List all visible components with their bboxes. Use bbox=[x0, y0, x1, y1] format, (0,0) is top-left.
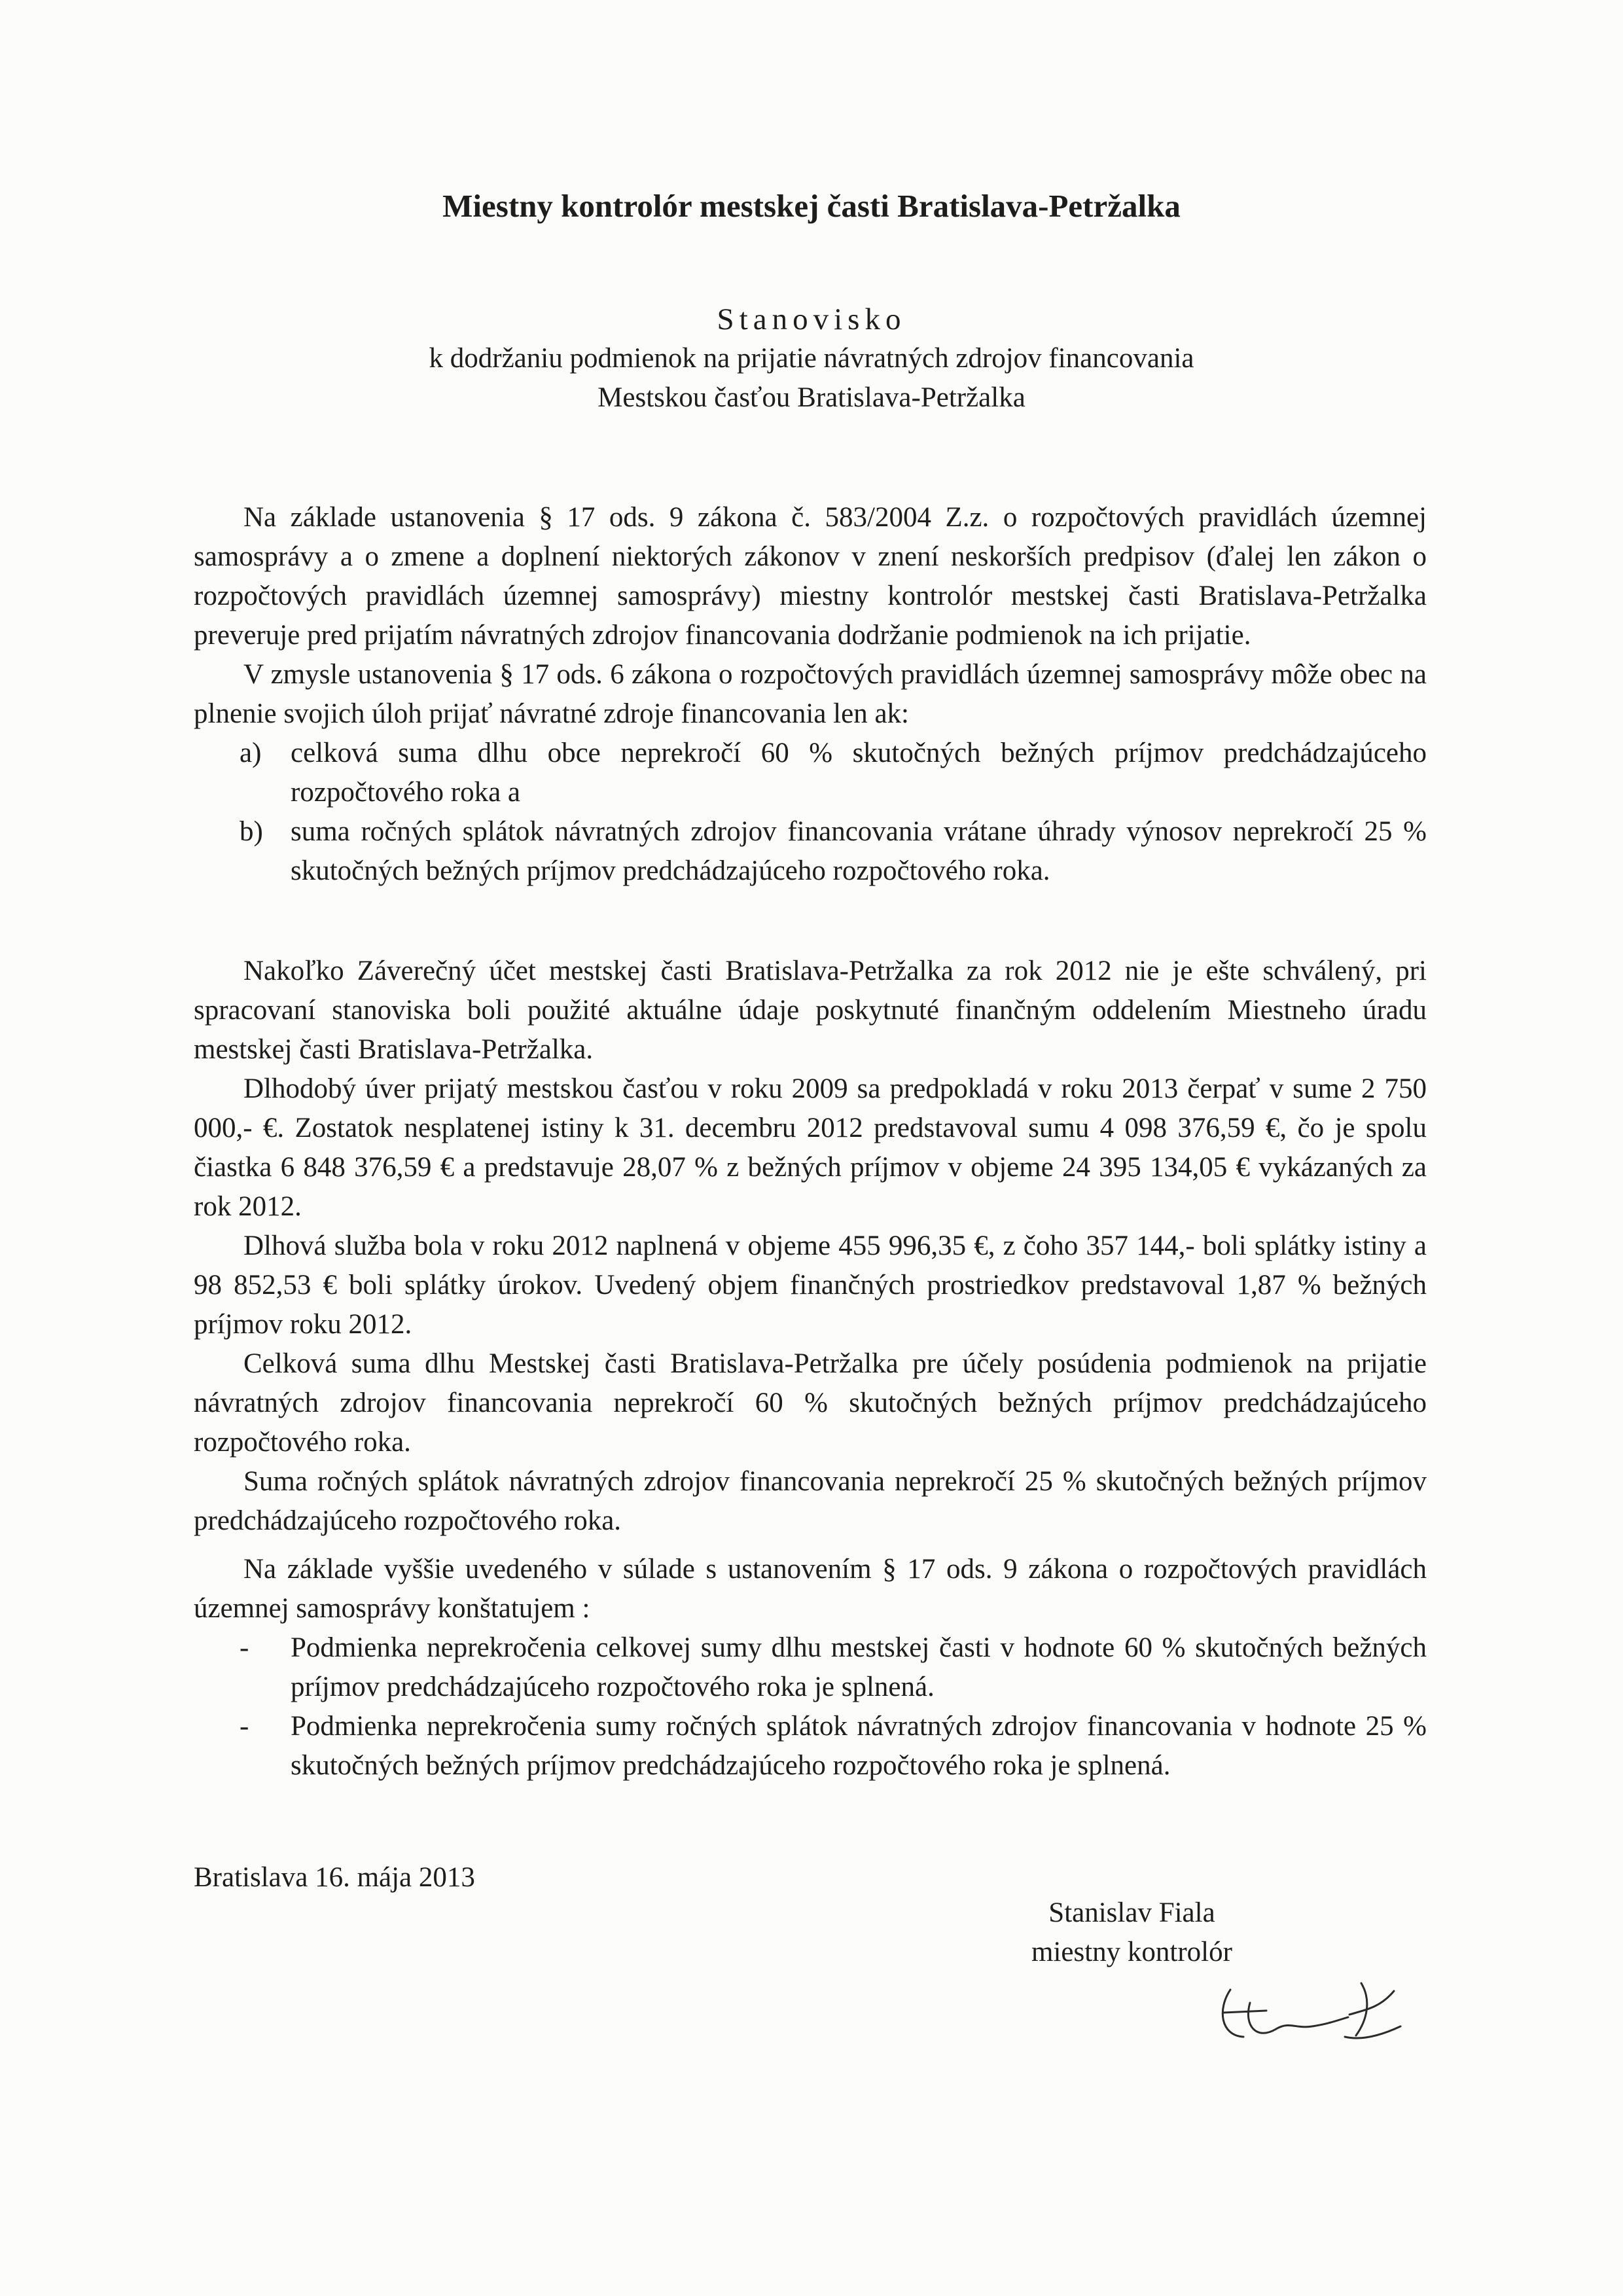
statement-subtitle bbox=[0, 339, 1623, 418]
conditions-list bbox=[194, 734, 1427, 891]
condition-text: suma ročných splátok návratných zdrojov financovania vrátane úhrady výnosov neprekročí 25 % skutočných bežných príjmov predchádzajúceho rozpočtového roka. bbox=[291, 816, 1427, 886]
provision-paragraph: V zmysle ustanovenia § 17 ods. 6 zákona o rozpočtových pravidlách územnej samosprávy môže obec na plnenie svojich úloh prijať návratné zdroje financovania len ak: bbox=[194, 659, 1427, 729]
finding-marker: - bbox=[240, 1632, 249, 1663]
statement-title: Stanovisko bbox=[717, 302, 906, 336]
finding-marker: - bbox=[240, 1711, 249, 1742]
financial-paragraph: Celková suma dlhu Mestskej časti Bratislava-Petržalka pre účely posúdenia podmienok na prijatie návratných zdrojov financovania neprekročí 60 % skutočných bežných príjmov predchádzajúceho rozpočtového roka. bbox=[194, 1348, 1427, 1458]
signer-name: Stanislav Fiala bbox=[1048, 1897, 1215, 1928]
condition-item bbox=[194, 734, 1427, 812]
statement-subtitle-line: k dodržaniu podmienok na prijatie návratných zdrojov financovania bbox=[429, 343, 1194, 374]
place-date: Bratislava 16. mája 2013 bbox=[194, 1862, 475, 1893]
condition-marker: a) bbox=[240, 738, 262, 768]
financial-paragraph: Dlhodobý úver prijatý mestskou časťou v roku 2009 sa predpokladá v roku 2013 čerpať v sume 2 750 000,- €. Zostatok nesplatenej istiny k 31. decembru 2012 predstavoval sumu 4 098 376,59 €, čo je spolu čiastka 6 848 376,59 € a predstavuje 28,07 % z bežných príjmov v objeme 24 395 134,05 € vykázaných za rok 2012. bbox=[194, 1073, 1427, 1222]
signer-block bbox=[1031, 1893, 1232, 1972]
financial-paragraph: Suma ročných splátok návratných zdrojov financovania neprekročí 25 % skutočných bežných príjmov predchádzajúceho rozpočtového roka. bbox=[194, 1466, 1427, 1536]
handwritten-signature bbox=[1204, 1964, 1414, 2062]
condition-marker: b) bbox=[240, 816, 263, 847]
financial-paragraph: Dlhová služba bola v roku 2012 naplnená v objeme 455 996,35 €, z čoho 357 144,- boli splátky istiny a 98 852,53 € boli splátky úrokov. Uvedený objem finančných prostriedkov predstavoval 1,87 % bežných príjmov roku 2012. bbox=[194, 1230, 1427, 1340]
finding-text: Podmienka neprekročenia sumy ročných splátok návratných zdrojov financovania v hodnote 25 % skutočných bežných príjmov predchádzajúceho rozpočtového roka je splnená. bbox=[291, 1711, 1427, 1781]
statement-subtitle-line: Mestskou časťou Bratislava-Petržalka bbox=[597, 382, 1026, 413]
financial-paragraph: Nakoľko Záverečný účet mestskej časti Bratislava-Petržalka za rok 2012 nie je ešte schválený, pri spracovaní stanoviska boli použité aktuálne údaje poskytnuté finančným oddelením Miestneho úradu mestskej časti Bratislava-Petržalka. bbox=[194, 956, 1427, 1065]
condition-item bbox=[194, 812, 1427, 891]
condition-text: celková suma dlhu obce neprekročí 60 % skutočných bežných príjmov predchádzajúceho rozpočtového roka a bbox=[291, 738, 1427, 808]
finding-item bbox=[194, 1628, 1427, 1707]
finding-item bbox=[194, 1707, 1427, 1785]
legal-basis-section bbox=[194, 498, 1427, 891]
document-heading: Miestny kontrolór mestskej časti Bratislava-Petržalka bbox=[442, 188, 1181, 224]
legal-basis-paragraph: Na základe ustanovenia § 17 ods. 9 zákona č. 583/2004 Z.z. o rozpočtových pravidlách územnej samosprávy a o zmene a doplnení niektorých zákonov v znení neskorších predpisov (ďalej len zákon o rozpočtových pravidlách územnej samosprávy) miestny kontrolór mestskej časti Bratislava-Petržalka preveruje pred prijatím návratných zdrojov financovania dodržanie podmienok na ich prijatie. bbox=[194, 502, 1427, 651]
signer-role: miestny kontrolór bbox=[1031, 1937, 1232, 1967]
conclusion-intro: Na základe vyššie uvedeného v súlade s ustanovením § 17 ods. 9 zákona o rozpočtových pravidlách územnej samosprávy konštatujem : bbox=[194, 1554, 1427, 1624]
findings-list bbox=[194, 1628, 1427, 1785]
conclusion-section bbox=[194, 1550, 1427, 1785]
financial-data-section bbox=[194, 952, 1427, 1541]
finding-text: Podmienka neprekročenia celkovej sumy dlhu mestskej časti v hodnote 60 % skutočných bežných príjmov predchádzajúceho rozpočtového roka je splnená. bbox=[291, 1632, 1427, 1702]
